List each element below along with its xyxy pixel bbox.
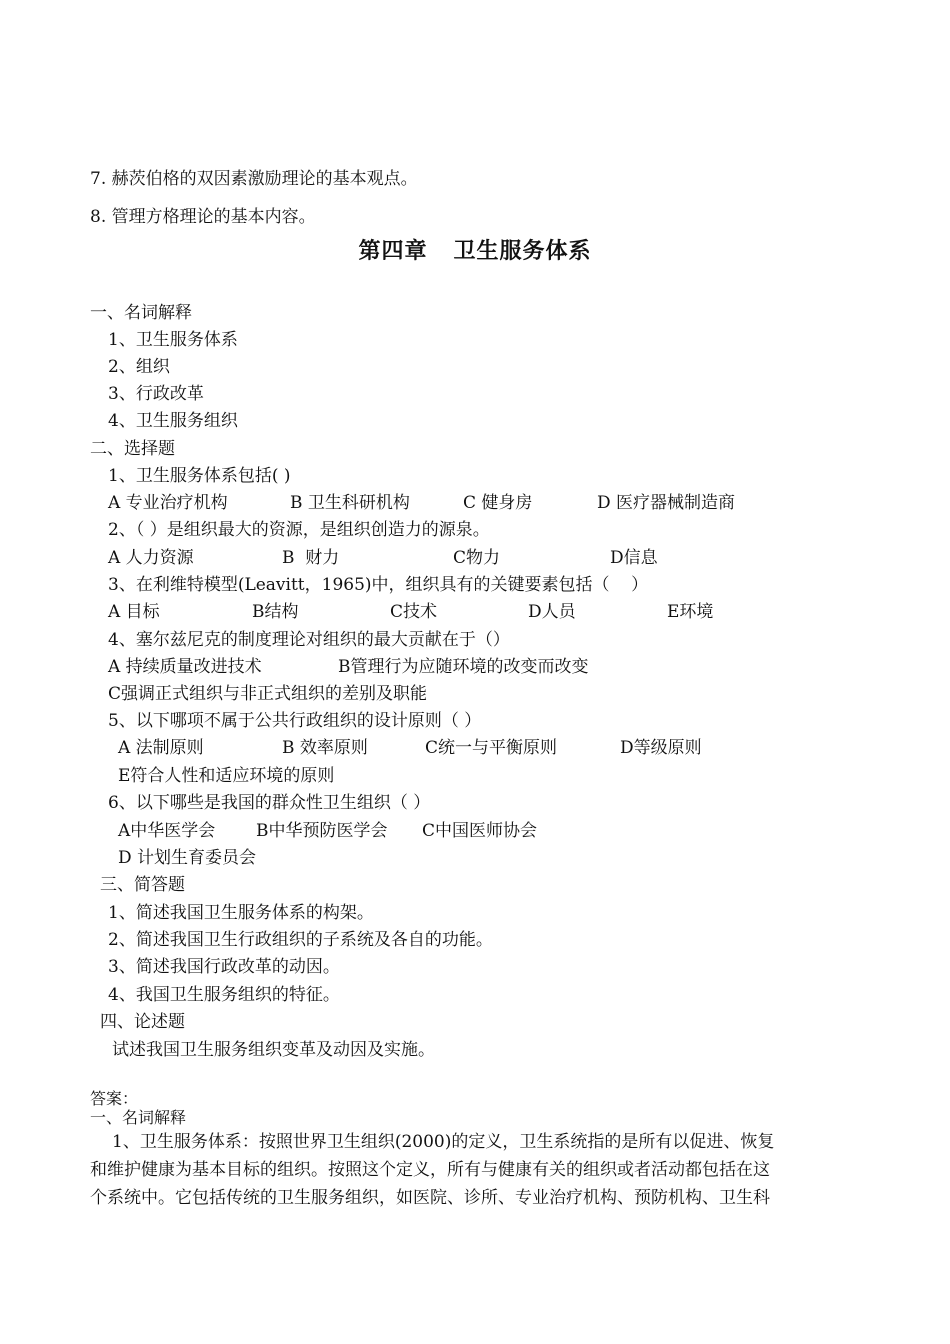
chapter-name: 卫生服务体系	[453, 239, 592, 264]
answers-label: 答案：	[90, 1089, 139, 1108]
choice-question-5: 5、以下哪项不属于公共行政组织的设计原则（ ）	[108, 711, 482, 731]
term-item: 4、卫生服务组织	[108, 411, 238, 431]
option: D信息	[610, 548, 658, 568]
question-8: 8. 管理方格理论的基本内容。	[90, 207, 316, 227]
choice-question-1: 1、卫生服务体系包括( )	[108, 466, 291, 486]
option: A 人力资源	[108, 548, 194, 568]
essay-item: 试述我国卫生服务组织变革及动因及实施。	[112, 1040, 435, 1060]
option: C物力	[453, 548, 501, 568]
option: C统一与平衡原则	[425, 738, 558, 758]
chapter-number: 第四章	[358, 239, 428, 264]
answer-line: 个系统中。它包括传统的卫生服务组织，如医院、诊所、专业治疗机构、预防机构、卫生科	[90, 1188, 770, 1208]
section-4-heading: 四、论述题	[100, 1012, 185, 1032]
short-answer-item: 4、我国卫生服务组织的特征。	[108, 985, 340, 1005]
option: B中华预防医学会	[256, 821, 388, 841]
short-answer-item: 3、简述我国行政改革的动因。	[108, 957, 340, 977]
section-3-heading: 三、简答题	[100, 875, 185, 895]
section-1-heading: 一、名词解释	[90, 303, 192, 323]
option: B 效率原则	[282, 738, 368, 758]
option: D人员	[528, 602, 576, 622]
option: D 医疗器械制造商	[597, 493, 736, 513]
question-7: 7. 赫茨伯格的双因素激励理论的基本观点。	[90, 169, 418, 189]
option: A 专业治疗机构	[108, 493, 228, 513]
option: C中国医师协会	[422, 821, 538, 841]
option: A 目标	[108, 602, 160, 622]
short-answer-item: 1、简述我国卫生服务体系的构架。	[108, 903, 374, 923]
option: E环境	[667, 602, 714, 622]
option: C 健身房	[463, 493, 533, 513]
option: A 持续质量改进技术	[108, 657, 262, 677]
choice-question-4: 4、塞尔兹尼克的制度理论对组织的最大贡献在于（）	[108, 630, 510, 650]
choice-question-3: 3、在利维特模型(Leavitt，1965)中，组织具有的关键要素包括（ ）	[108, 575, 649, 595]
answers-heading: 一、名词解释	[90, 1108, 187, 1127]
answer-line: 1、卫生服务体系：按照世界卫生组织(2000)的定义，卫生系统指的是所有以促进、恢复	[112, 1132, 775, 1152]
option: B管理行为应随环境的改变而改变	[338, 657, 589, 677]
choice-question-6: 6、以下哪些是我国的群众性卫生组织（ ）	[108, 793, 431, 813]
option: A中华医学会	[118, 821, 216, 841]
option: C强调正式组织与非正式组织的差别及职能	[108, 684, 428, 704]
option: B 财力	[282, 548, 340, 568]
choice-question-2: 2、（ ）是组织最大的资源，是组织创造力的源泉。	[108, 520, 490, 540]
answer-line: 和维护健康为基本目标的组织。按照这个定义，所有与健康有关的组织或者活动都包括在这	[90, 1160, 770, 1180]
chapter-title	[0, 234, 950, 265]
term-item: 1、卫生服务体系	[108, 330, 238, 350]
option: B 卫生科研机构	[290, 493, 410, 513]
term-item: 3、行政改革	[108, 384, 204, 404]
term-item: 2、组织	[108, 357, 170, 377]
option: D 计划生育委员会	[118, 848, 257, 868]
option: A 法制原则	[118, 738, 204, 758]
option: E符合人性和适应环境的原则	[118, 766, 335, 786]
short-answer-item: 2、简述我国卫生行政组织的子系统及各自的功能。	[108, 930, 493, 950]
option: B结构	[252, 602, 299, 622]
option: D等级原则	[620, 738, 702, 758]
section-2-heading: 二、选择题	[90, 439, 175, 459]
option: C技术	[390, 602, 438, 622]
